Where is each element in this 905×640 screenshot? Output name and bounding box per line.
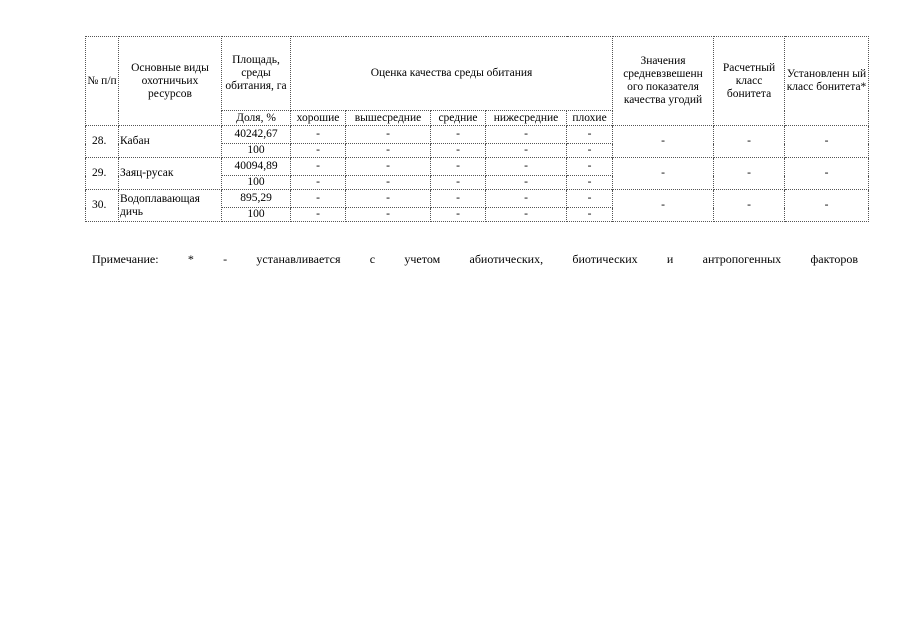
row-q-cell: - xyxy=(291,144,346,158)
row-q-cell: - xyxy=(431,126,486,144)
row-q-cell: - xyxy=(486,158,567,176)
row-calc-class: - xyxy=(714,126,785,158)
row-q-cell: - xyxy=(486,190,567,208)
row-share: 100 xyxy=(222,144,291,158)
row-share: 100 xyxy=(222,208,291,222)
footnote: Примечание: * - устанавливается с учетом абиотических, биотических и антропогенных факторов xyxy=(92,252,858,266)
row-calc-class: - xyxy=(714,190,785,222)
header-q-avg: средние xyxy=(431,111,486,126)
row-species: Водоплавающая дичь xyxy=(119,190,222,222)
table-row xyxy=(86,158,869,176)
row-q-cell: - xyxy=(431,208,486,222)
row-q-cell: - xyxy=(346,158,431,176)
header-q-poor: плохие xyxy=(567,111,613,126)
header-weighted: Значения средневзвешенн ого показателя качества угодий xyxy=(613,37,714,126)
row-q-cell: - xyxy=(291,190,346,208)
row-num: 30. xyxy=(86,190,119,222)
header-q-good: хорошие xyxy=(291,111,346,126)
row-q-cell: - xyxy=(346,176,431,190)
row-q-cell: - xyxy=(291,208,346,222)
row-q-cell: - xyxy=(567,158,613,176)
row-q-cell: - xyxy=(346,126,431,144)
row-q-cell: - xyxy=(291,126,346,144)
row-area: 40094,89 xyxy=(222,158,291,176)
row-q-cell: - xyxy=(486,208,567,222)
row-q-cell: - xyxy=(431,144,486,158)
row-q-cell: - xyxy=(486,144,567,158)
row-q-cell: - xyxy=(291,176,346,190)
row-share: 100 xyxy=(222,176,291,190)
header-set-class: Установленн ый класс бонитета* xyxy=(785,37,869,126)
row-weighted: - xyxy=(613,158,714,190)
row-area: 40242,67 xyxy=(222,126,291,144)
row-set-class: - xyxy=(785,158,869,190)
row-q-cell: - xyxy=(431,176,486,190)
header-q-above-avg: вышесредние xyxy=(346,111,431,126)
row-q-cell: - xyxy=(291,158,346,176)
header-num: № п/п xyxy=(86,37,119,126)
header-species: Основные виды охотничьих ресурсов xyxy=(119,37,222,126)
row-q-cell: - xyxy=(346,144,431,158)
header-area: Площадь, среды обитания, га xyxy=(222,37,291,111)
row-q-cell: - xyxy=(567,144,613,158)
row-q-cell: - xyxy=(486,126,567,144)
row-area: 895,29 xyxy=(222,190,291,208)
row-weighted: - xyxy=(613,126,714,158)
row-set-class: - xyxy=(785,190,869,222)
row-calc-class: - xyxy=(714,158,785,190)
row-q-cell: - xyxy=(567,208,613,222)
row-q-cell: - xyxy=(567,176,613,190)
row-q-cell: - xyxy=(431,158,486,176)
header-calc-class: Расчетный класс бонитета xyxy=(714,37,785,126)
row-num: 29. xyxy=(86,158,119,190)
hunting-resources-table xyxy=(85,36,869,222)
row-num: 28. xyxy=(86,126,119,158)
row-q-cell: - xyxy=(346,208,431,222)
row-q-cell: - xyxy=(567,126,613,144)
row-species: Заяц-русак xyxy=(119,158,222,190)
row-set-class: - xyxy=(785,126,869,158)
row-species: Кабан xyxy=(119,126,222,158)
table-row xyxy=(86,126,869,144)
row-q-cell: - xyxy=(567,190,613,208)
header-share: Доля, % xyxy=(222,111,291,126)
header-q-below-avg: нижесредние xyxy=(486,111,567,126)
row-weighted: - xyxy=(613,190,714,222)
table-row xyxy=(86,190,869,208)
row-q-cell: - xyxy=(431,190,486,208)
row-q-cell: - xyxy=(486,176,567,190)
row-q-cell: - xyxy=(346,190,431,208)
header-quality: Оценка качества среды обитания xyxy=(291,37,613,111)
